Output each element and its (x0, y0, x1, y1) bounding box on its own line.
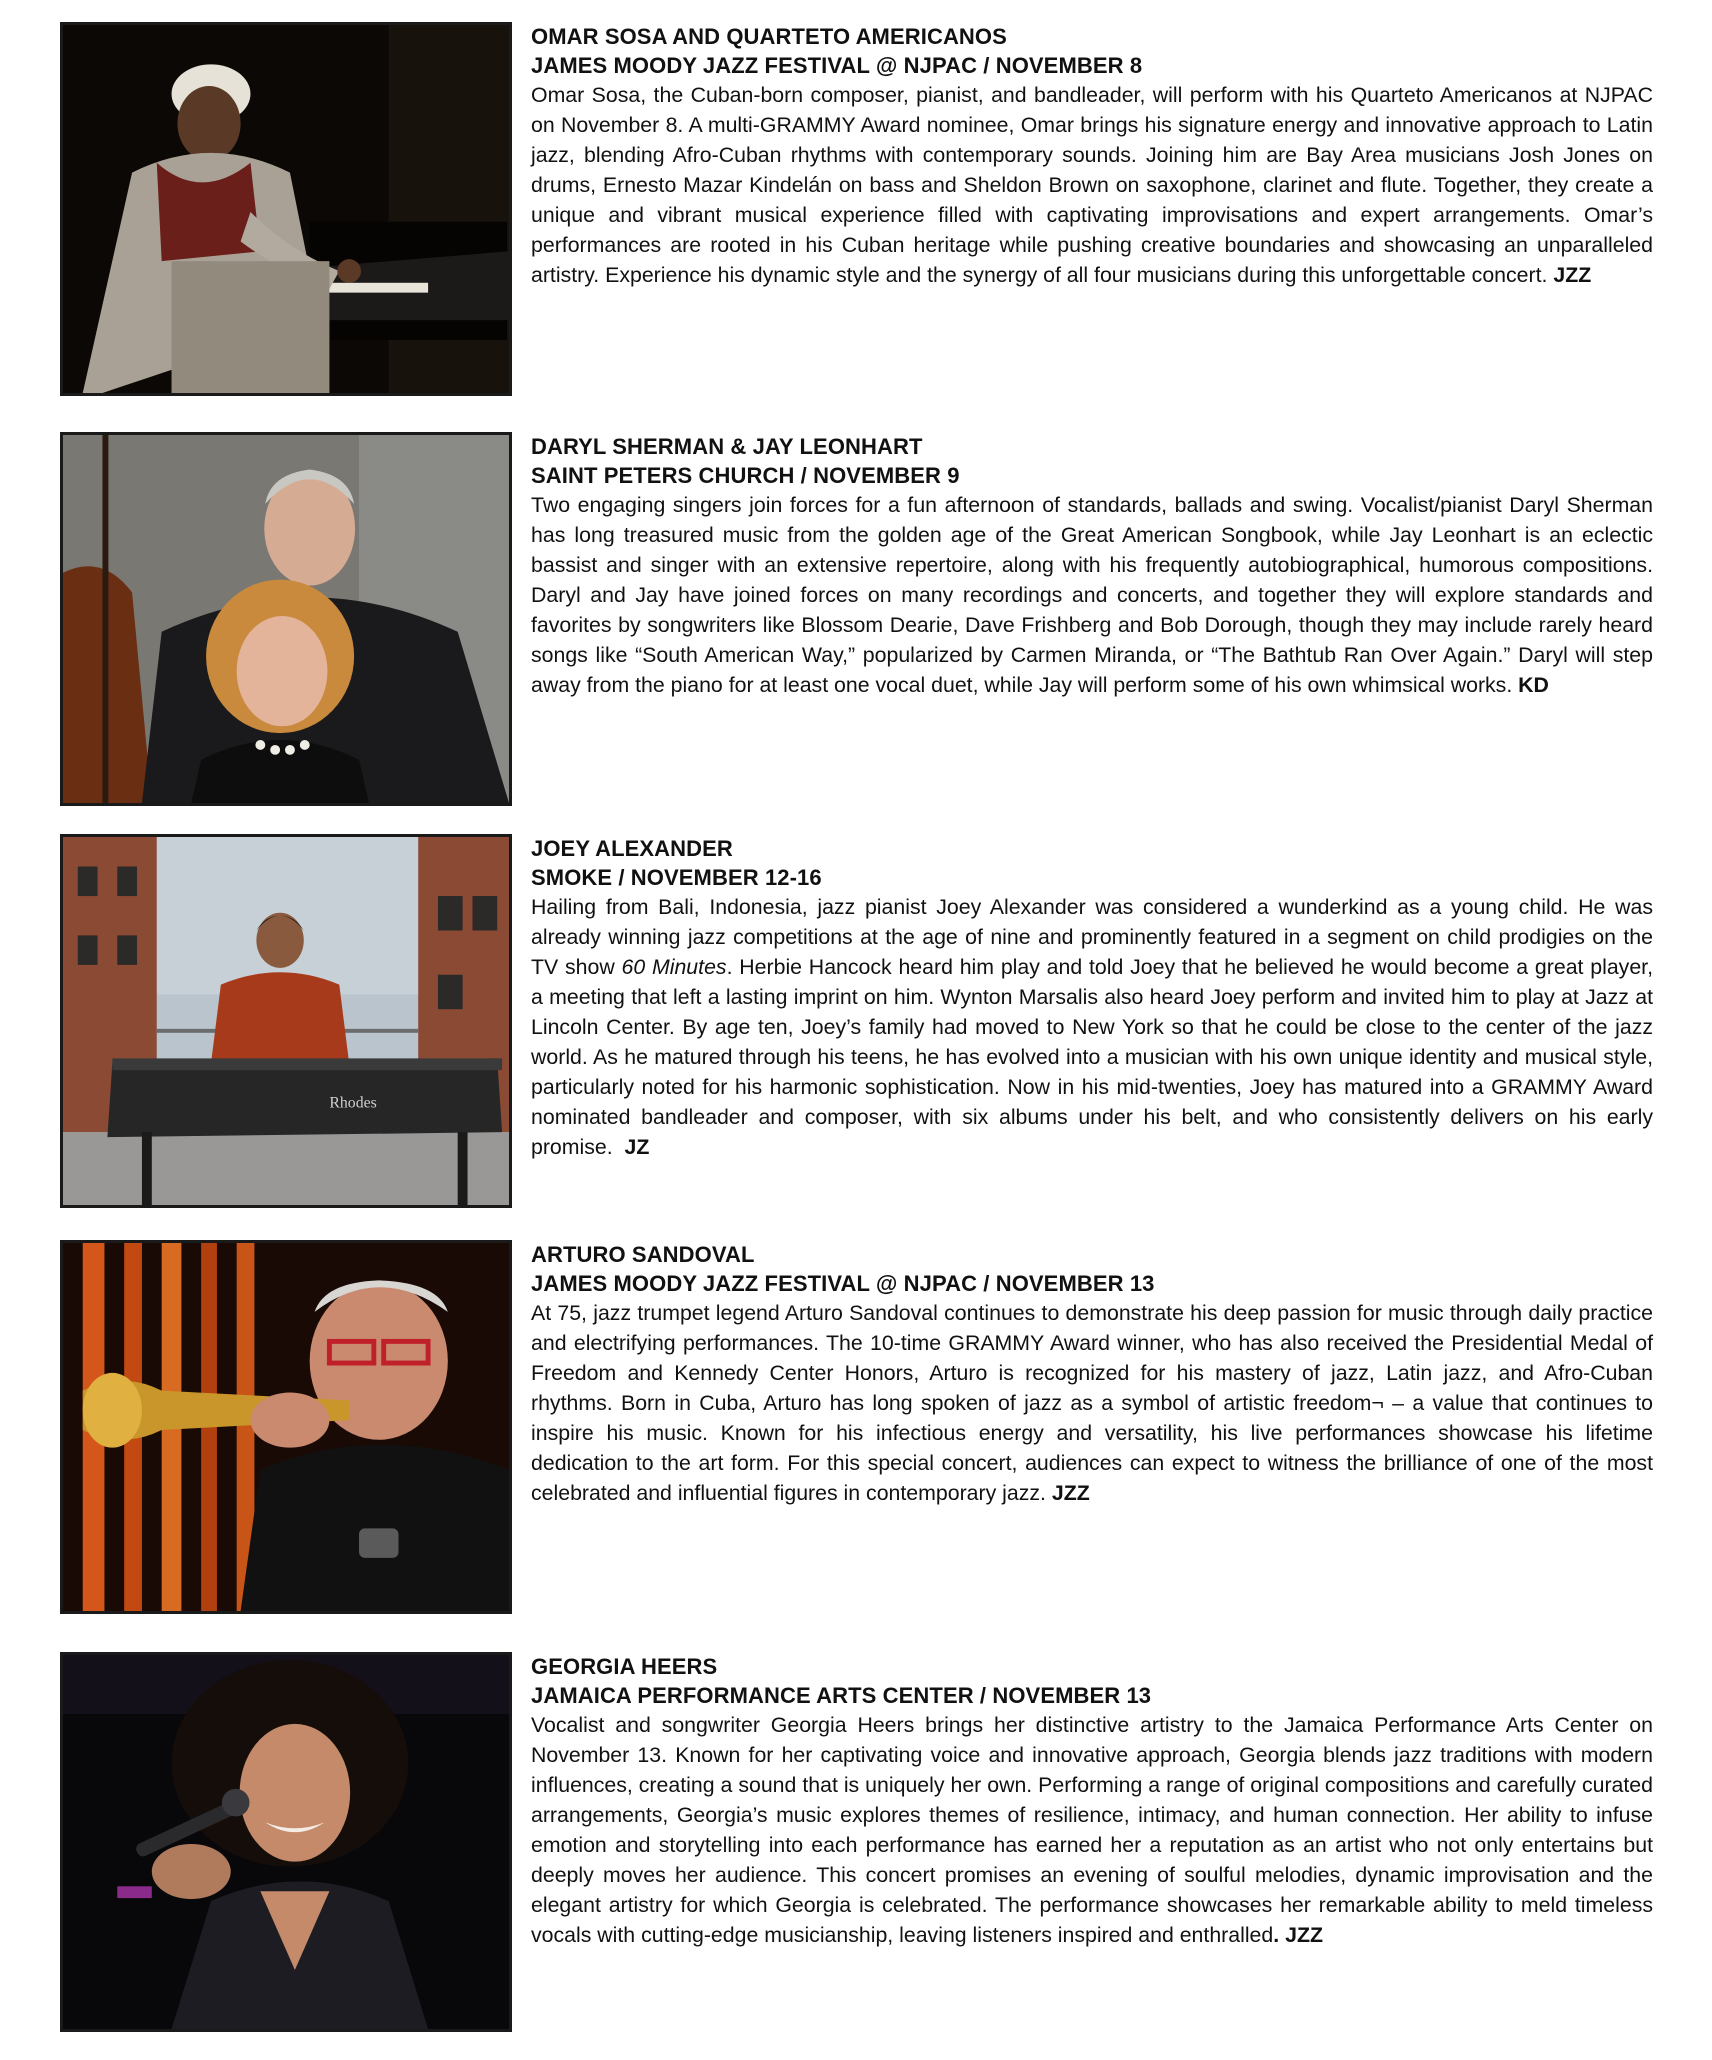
author-byline: JZ (624, 1135, 650, 1159)
event-title: DARYL SHERMAN & JAY LEONHART (531, 434, 923, 459)
author-byline: KD (1518, 673, 1549, 697)
event-title: JOEY ALEXANDER (531, 836, 733, 861)
event-description: Hailing from Bali, Indonesia, jazz pianist Joey Alexander was considered a wunderkind as a young child. He was already winning jazz competitions at the age of nine and prominently featured in a segment on child prodigies on the TV show 60 Minutes. Herbie Hancock heard him play and told Joey that he believed he would become a great player, a meeting that left a lasting imprint on him. Wynton Marsalis also heard Joey perform and invited him to play at Jazz at Lincoln Center. By age ten, Joey’s family had moved to New York so that he could be close to the center of the jazz world. As he matured through his teens, he has evolved into a musician with his own unique identity and musical style, particularly noted for his harmonic sophistication. Now in his mid-twenties, Joey has matured into a GRAMMY Award nominated bandleader and composer, with six albums under his belt, and who consistently delivers on his early promise. JZ (531, 895, 1653, 1159)
event-venue-date: JAMAICA PERFORMANCE ARTS CENTER / NOVEMBER 13 (531, 1683, 1152, 1708)
event-title: ARTURO SANDOVAL (531, 1242, 755, 1267)
event-description: Omar Sosa, the Cuban-born composer, pianist, and bandleader, will perform with his Quarteto Americanos at NJPAC on November 8. A multi-GRAMMY Award nominee, Omar brings his signature energy and innovative approach to Latin jazz, blending Afro-Cuban rhythms with contemporary sounds. Joining him are Bay Area musicians Josh Jones on drums, Ernesto Mazar Kindelán on bass and Sheldon Brown on saxophone, clarinet and flute. Together, they create a unique and vibrant musical experience filled with captivating improvisations and expert arrangements. Omar’s performances are rooted in his Cuban heritage while pushing creative boundaries and showcasing an unparalleled artistry. Experience his dynamic style and the synergy of all four musicians during this unforgettable concert. JZZ (531, 83, 1653, 287)
event-venue-date: JAMES MOODY JAZZ FESTIVAL @ NJPAC / NOVEMBER 13 (531, 1271, 1155, 1296)
event-description: Two engaging singers join forces for a fun afternoon of standards, ballads and swing. Vocalist/pianist Daryl Sherman has long treasured music from the golden age of the Great American Songbook, while Jay Leonhart is an eclectic bassist and singer with an extensive repertoire, along with his frequently autobiographical, humorous compositions. Daryl and Jay have joined forces on many recordings and concerts, and together they will explore standards and favorites by songwriters like Blossom Dearie, Dave Frishberg and Bob Dorough, though they may include rarely heard songs like “South American Way,” popularized by Carmen Miranda, or “The Bathtub Ran Over Again.” Daryl will step away from the piano for at least one vocal duet, while Jay will perform some of his own whimsical works. KD (531, 493, 1653, 697)
pianist-photo (60, 22, 512, 396)
event-venue-date: SAINT PETERS CHURCH / NOVEMBER 9 (531, 463, 960, 488)
keyboard-photo (60, 834, 512, 1208)
duo-photo (60, 432, 512, 806)
author-byline: JZZ (1553, 263, 1592, 287)
singer-photo (60, 1652, 512, 2032)
author-byline: JZZ (1051, 1481, 1090, 1505)
keyboard-brand-label: Rhodes (329, 1094, 377, 1112)
event-venue-date: JAMES MOODY JAZZ FESTIVAL @ NJPAC / NOVEMBER 8 (531, 53, 1143, 78)
show-title: 60 Minutes (621, 955, 727, 979)
event-venue-date: SMOKE / NOVEMBER 12-16 (531, 865, 822, 890)
author-byline: . JZZ (1273, 1923, 1323, 1947)
event-title: GEORGIA HEERS (531, 1654, 718, 1679)
trumpeter-photo (60, 1240, 512, 1614)
event-title: OMAR SOSA AND QUARTETO AMERICANOS (531, 24, 1007, 49)
event-description: At 75, jazz trumpet legend Arturo Sandoval continues to demonstrate his deep passion for music through daily practice and electrifying performances. The 10-time GRAMMY Award winner, who has also received the Presidential Medal of Freedom and Kennedy Center Honors, Arturo is recognized for his mastery of jazz, Latin jazz, and Afro-Cuban rhythms. Born in Cuba, Arturo has long spoken of jazz as a symbol of artistic freedom¬ – a value that continues to inspire his music. Known for his infectious energy and versatility, his live performances showcase his lifetime dedication to the art form. For this special concert, audiences can expect to witness the brilliance of one of the most celebrated and influential figures in contemporary jazz. JZZ (531, 1301, 1653, 1505)
event-description: Vocalist and songwriter Georgia Heers brings her distinctive artistry to the Jamaica Performance Arts Center on November 13. Known for her captivating voice and innovative approach, Georgia blends jazz traditions with modern influences, creating a sound that is uniquely her own. Performing a range of original compositions and carefully curated arrangements, Georgia’s music explores themes of resilience, intimacy, and human connection. Her ability to infuse emotion and storytelling into each performance has earned her a reputation as an artist who not only entertains but deeply moves her audience. This concert promises an evening of soulful melodies, dynamic improvisation and the elegant artistry for which Georgia is celebrated. The performance showcases her remarkable ability to meld timeless vocals with cutting-edge musicianship, leaving listeners inspired and enthralled. JZZ (531, 1713, 1653, 1947)
